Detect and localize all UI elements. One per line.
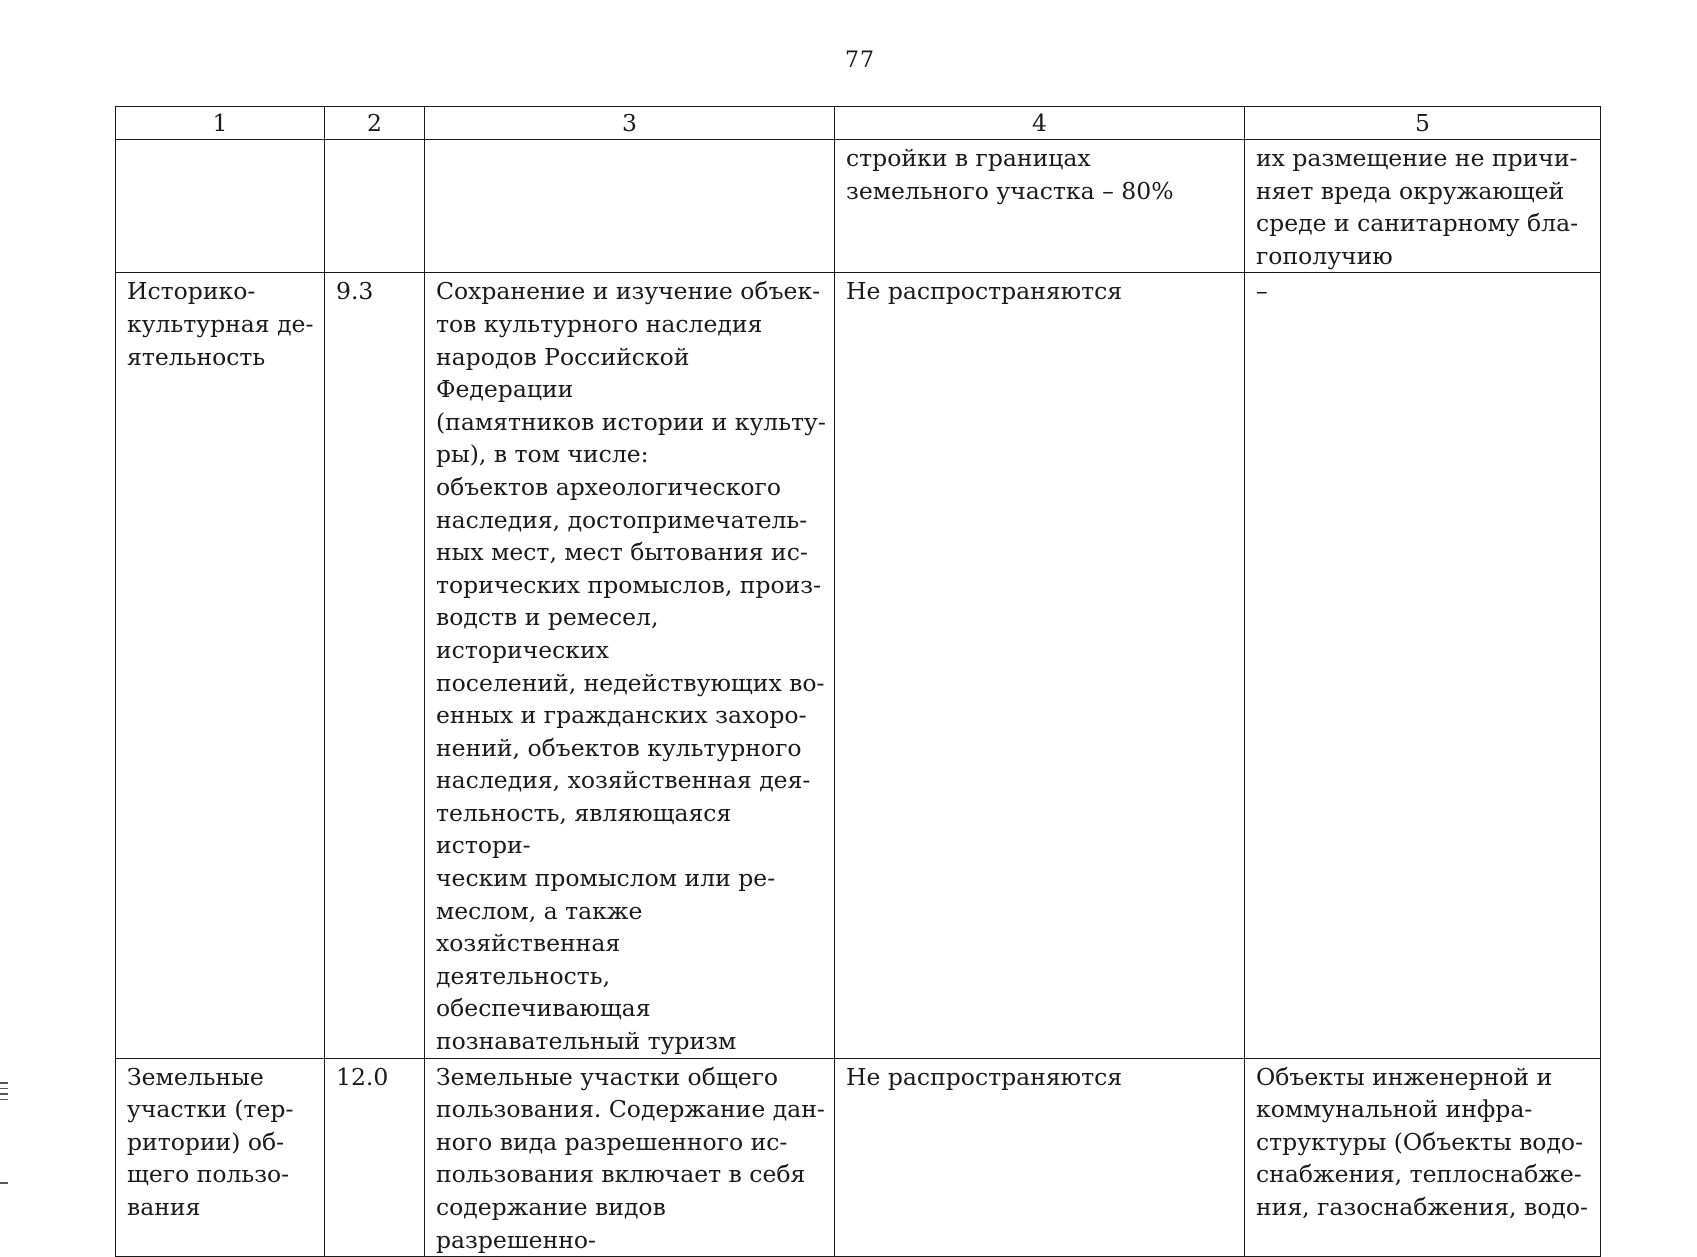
cell-use-code: 9.3 [325, 273, 425, 1058]
table-header-row [116, 107, 1601, 140]
table-row [116, 140, 1601, 273]
cell-use-description [425, 140, 835, 273]
land-use-table [115, 106, 1601, 1257]
cell-use-name: Земельные участки (тер- ритории) об- щего пользо- вания [116, 1058, 325, 1257]
cell-parameters: Не распространяются [835, 1058, 1245, 1257]
column-header-5: 5 [1245, 107, 1601, 140]
cell-use-description: Земельные участки общего пользования. Содержание дан- ного вида разрешенного ис- пользования включает в себя содержание видов разрешенно- [425, 1058, 835, 1257]
cell-use-code: 12.0 [325, 1058, 425, 1257]
column-header-1: 1 [116, 107, 325, 140]
column-header-4: 4 [835, 107, 1245, 140]
cell-limitations: Объекты инженерной и коммунальной инфра- структуры (Объекты водо- снабжения, теплоснабже- ния, газоснабжения, водо- [1245, 1058, 1601, 1257]
cell-parameters: стройки в границах земельного участка – 80% [835, 140, 1245, 273]
table-row [116, 273, 1601, 1058]
cell-use-name: Историко- культурная де- ятельность [116, 273, 325, 1058]
cell-use-name [116, 140, 325, 273]
cell-parameters: Не распространяются [835, 273, 1245, 1058]
binding-marks [0, 1082, 8, 1104]
margin-dash [0, 1182, 8, 1184]
cell-use-code [325, 140, 425, 273]
page-number: 77 [845, 48, 875, 73]
cell-limitations: – [1245, 273, 1601, 1058]
cell-use-description: Сохранение и изучение объек- тов культурного наследия народов Российской Федерации (памятников истории и культу- ры), в том числе: объектов археологического наследия, достопримечатель- ных мест, мест бытования ис- торических промыслов, произ- водств и ремесел, исторических поселений, недействующих во- енных и гражданских захоро- нений, объектов культурного наследия, хозяйственная дея- тельность, являющаяся истори- ческим промыслом или ре- меслом, а также хозяйственная деятельность, обеспечивающая познавательный туризм [425, 273, 835, 1058]
column-header-2: 2 [325, 107, 425, 140]
column-header-3: 3 [425, 107, 835, 140]
cell-limitations: их размещение не причи- няет вреда окружающей среде и санитарному бла- гополучию [1245, 140, 1601, 273]
table-row [116, 1058, 1601, 1257]
